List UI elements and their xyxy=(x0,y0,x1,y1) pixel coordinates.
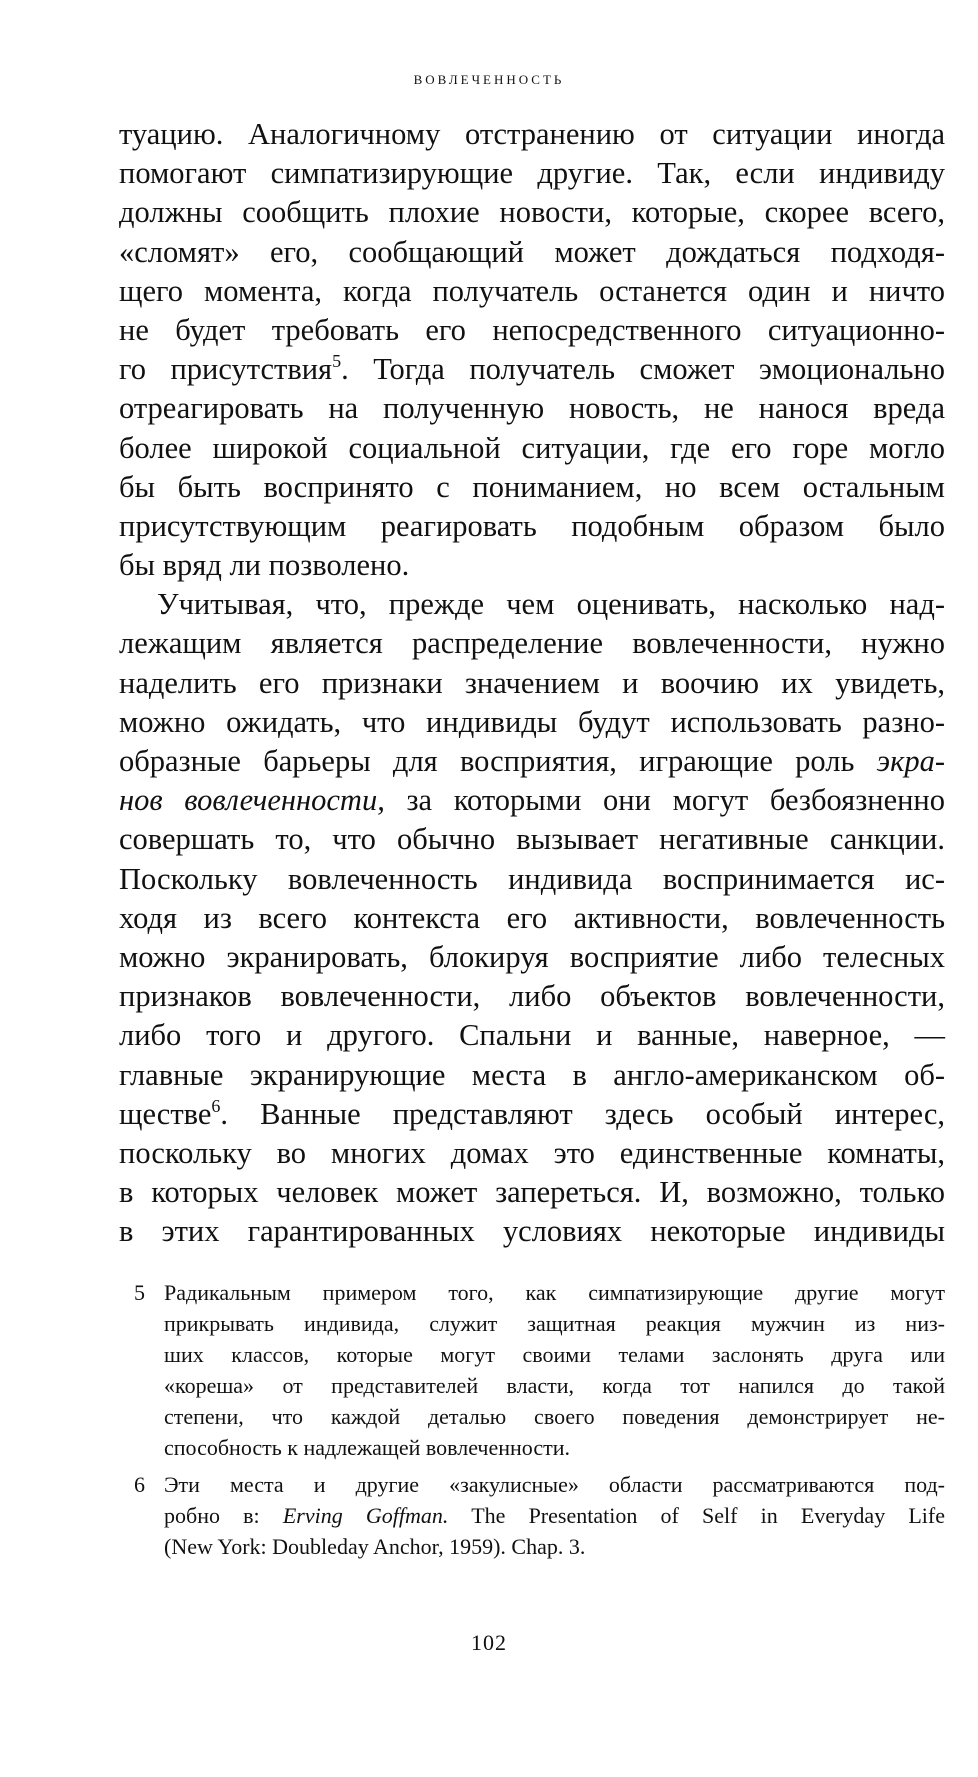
text-line: либо того и другого. Спальни и ванные, наверное, — xyxy=(119,1018,945,1053)
text-line: главные экранирующие места в англо-американском об- xyxy=(119,1057,945,1092)
footnote-5 xyxy=(119,1277,945,1463)
text-line: совершать то, что обычно вызывает негативные санкции. xyxy=(119,822,945,857)
text-line: поскольку во многих домах это единственные комнаты, xyxy=(119,1135,945,1170)
text-line: бы быть воспринято с пониманием, но всем остальным xyxy=(119,469,945,504)
footnote-ref-5[interactable]: 5 xyxy=(332,351,342,372)
author-name: Erving Goffman. xyxy=(282,1503,449,1528)
text-line: отреагировать на полученную новость, не нанося вреда xyxy=(119,391,945,426)
italic-term: экра- xyxy=(876,744,945,778)
text-line-with-footnote-ref xyxy=(119,350,945,389)
text-line-with-italic xyxy=(119,742,945,781)
main-text xyxy=(119,115,945,1251)
text-line: в которых человек может запереться. И, возможно, только xyxy=(119,1175,945,1210)
text-segment: робно в: xyxy=(164,1503,260,1528)
footnote-line: «кореша» от представителей власти, когда тот напился до такой xyxy=(164,1373,945,1398)
text-line: туацию. Аналогичному отстранению от ситуации иногда xyxy=(119,117,945,151)
footnote-line: степени, что каждой деталью своего поведения демонстрирует не- xyxy=(164,1404,945,1429)
footnote-line: Эти места и другие «закулисные» области рассматриваются под- xyxy=(164,1472,945,1497)
text-line: бы вряд ли позволено. xyxy=(119,548,410,583)
text-line: более широкой социальной ситуации, где его горе могло xyxy=(119,430,945,465)
text-line: Поскольку вовлеченность индивида воспринимается ис- xyxy=(119,861,945,896)
footnote-line: Радикальным примером того, как симпатизирующие другие могут xyxy=(164,1280,945,1305)
footnote-line: (New York: Doubleday Anchor, 1959). Chap. 3. xyxy=(164,1534,586,1559)
footnote-line: прикрывать индивида, служит защитная реакция мужчин из низ- xyxy=(164,1311,945,1336)
text-line: в этих гарантированных условиях некоторые индивиды xyxy=(119,1214,945,1249)
text-line: помогают симпатизирующие другие. Так, если индивиду xyxy=(119,156,945,191)
text-segment: го присутствия xyxy=(119,352,333,387)
text-line: щего момента, когда получатель останется один и ничто xyxy=(119,273,945,308)
text-line: должны сообщить плохие новости, которые, скорее всего, xyxy=(119,195,945,230)
text-segment: за которыми они могут безбоязненно xyxy=(406,783,945,818)
footnote-line: способность к надлежащей вовлеченности. xyxy=(164,1435,570,1460)
footnote-ref-6[interactable]: 6 xyxy=(211,1095,221,1116)
text-line: наделить его признаки значением и воочию их увидеть, xyxy=(119,665,945,700)
footnote-line-with-citation xyxy=(164,1500,945,1531)
text-line: не будет требовать его непосредственного ситуационно- xyxy=(119,312,945,347)
footnote-number: 5 xyxy=(134,1280,145,1305)
text-segment: . Ванные представляют здесь особый интерес, xyxy=(220,1096,945,1131)
text-line: можно ожидать, что индивиды будут использовать разно- xyxy=(119,704,945,739)
text-line-with-italic xyxy=(119,781,945,820)
text-line: «сломят» его, сообщающий может дождаться подходя- xyxy=(119,234,945,269)
paragraph-start-line: Учитывая, что, прежде чем оценивать, насколько над- xyxy=(157,587,945,622)
text-line: признаков вовлеченности, либо объектов вовлеченности, xyxy=(119,979,945,1014)
footnote-number: 6 xyxy=(134,1472,145,1497)
text-segment: образные барьеры для восприятия, играющие роль xyxy=(119,744,855,778)
running-head: вовлеченность xyxy=(413,68,565,89)
footnotes xyxy=(119,1277,945,1568)
footnote-6 xyxy=(119,1469,945,1562)
text-line: лежащим является распределение вовлеченности, нужно xyxy=(119,626,945,661)
text-segment: . Тогда получатель сможет эмоционально xyxy=(341,352,945,387)
text-line: ходя из всего контекста его активности, вовлеченность xyxy=(119,900,945,935)
footnote-line: ших классов, которые могут своими телами заслонять друга или xyxy=(164,1342,945,1367)
text-line: присутствующим реагировать подобным образом было xyxy=(119,508,945,543)
page-number: 102 xyxy=(471,1630,507,1655)
book-title: The Presentation of Self in Everyday Life xyxy=(471,1503,946,1528)
italic-term: нов вовлеченности, xyxy=(119,783,385,818)
text-line: можно экранировать, блокируя восприятие либо телесных xyxy=(119,939,945,974)
text-line-with-footnote-ref xyxy=(119,1095,945,1134)
text-segment: ществе xyxy=(119,1096,212,1131)
